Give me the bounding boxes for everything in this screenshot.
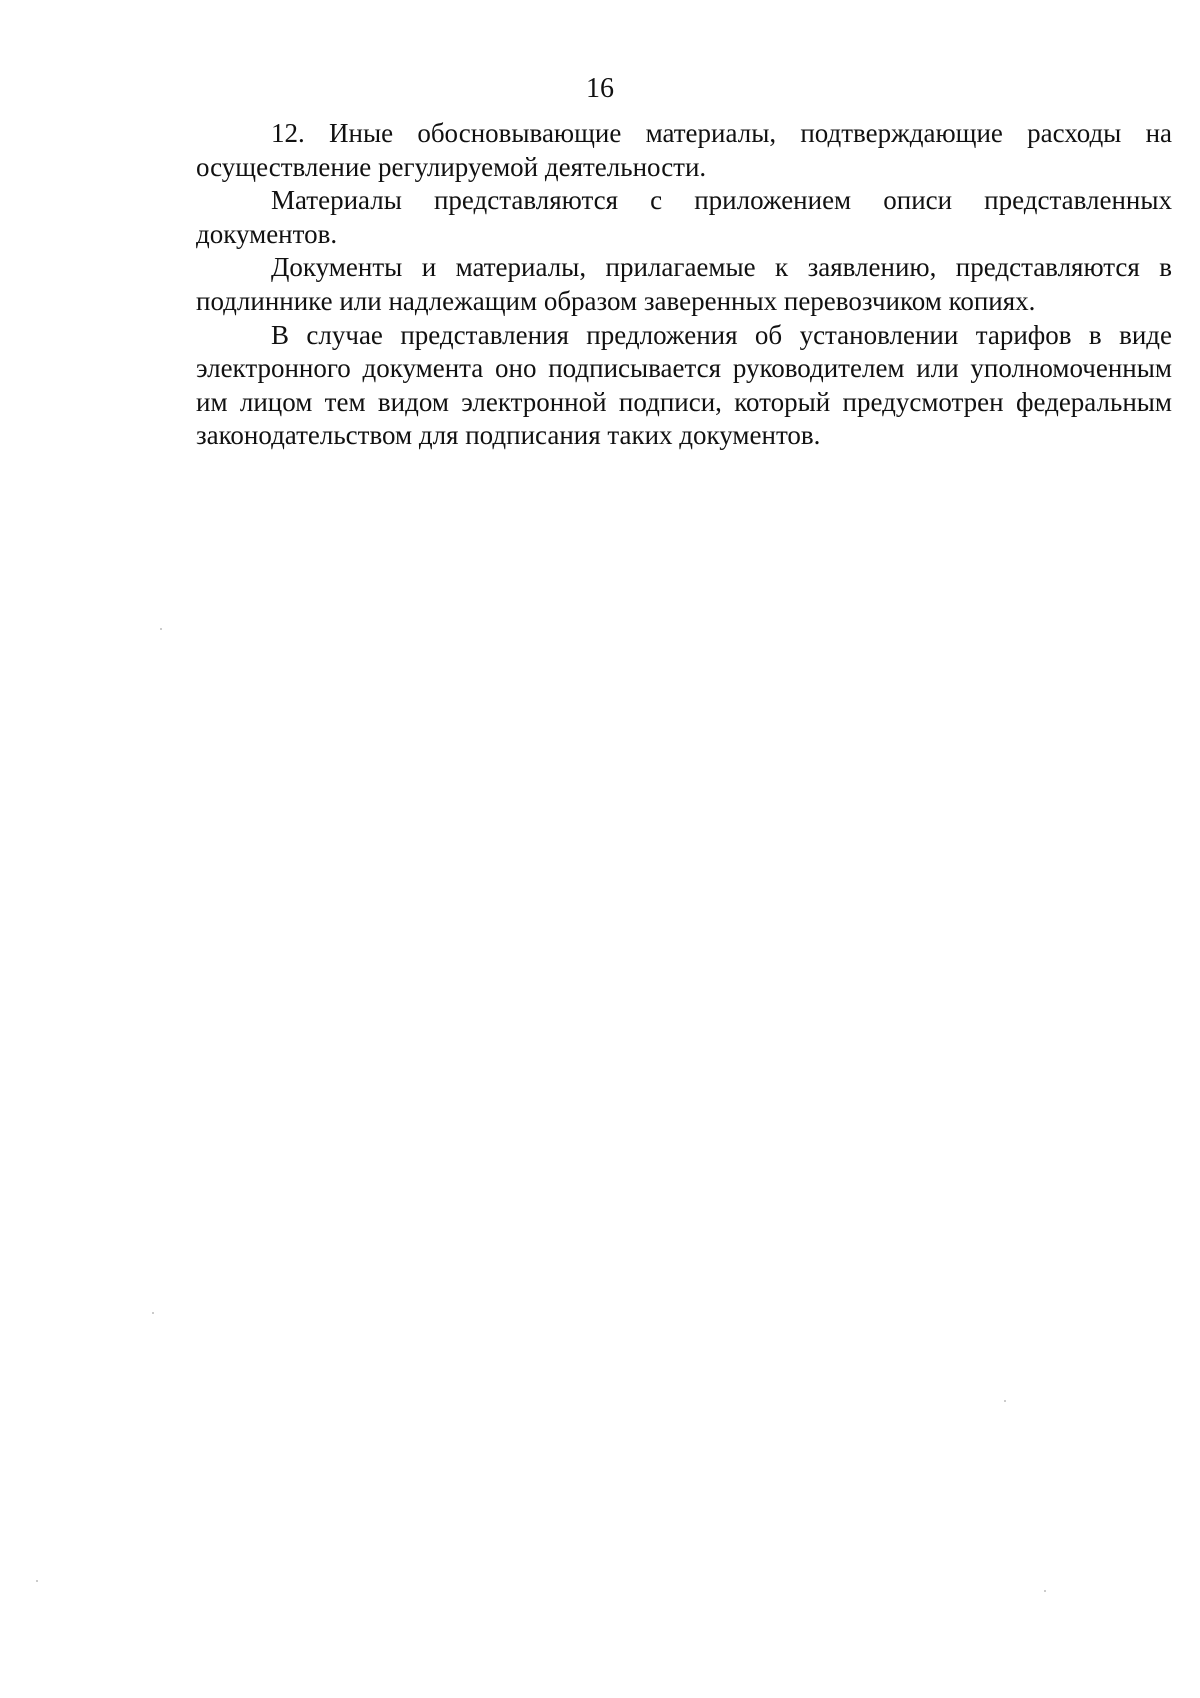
paragraph-originals-copies: Документы и материалы, прилагаемые к заявлению, представляются в подлиннике или надлежащим образом заверенных перевозчиком копиях. (196, 252, 1172, 316)
scan-speck (36, 1580, 38, 1582)
paragraph-inventory: Материалы представляются с приложением описи представленных документов. (196, 185, 1172, 249)
paragraph-other-materials: 12. Иные обосновывающие материалы, подтверждающие расходы на осуществление регулируемой деятельности. (196, 118, 1172, 182)
document-body (196, 117, 1172, 453)
scan-speck (152, 1312, 154, 1314)
page-number: 16 (586, 73, 614, 104)
scan-speck (1044, 1590, 1046, 1592)
scan-speck (160, 628, 162, 630)
scan-speck (1004, 1400, 1006, 1402)
paragraph-electronic-signature: В случае представления предложения об установлении тарифов в виде электронного документа оно подписывается руководителем или уполномоченным им лицом тем видом электронной подписи, который предусмотрен федеральным законодательством для подписания таких документов. (196, 319, 1172, 451)
